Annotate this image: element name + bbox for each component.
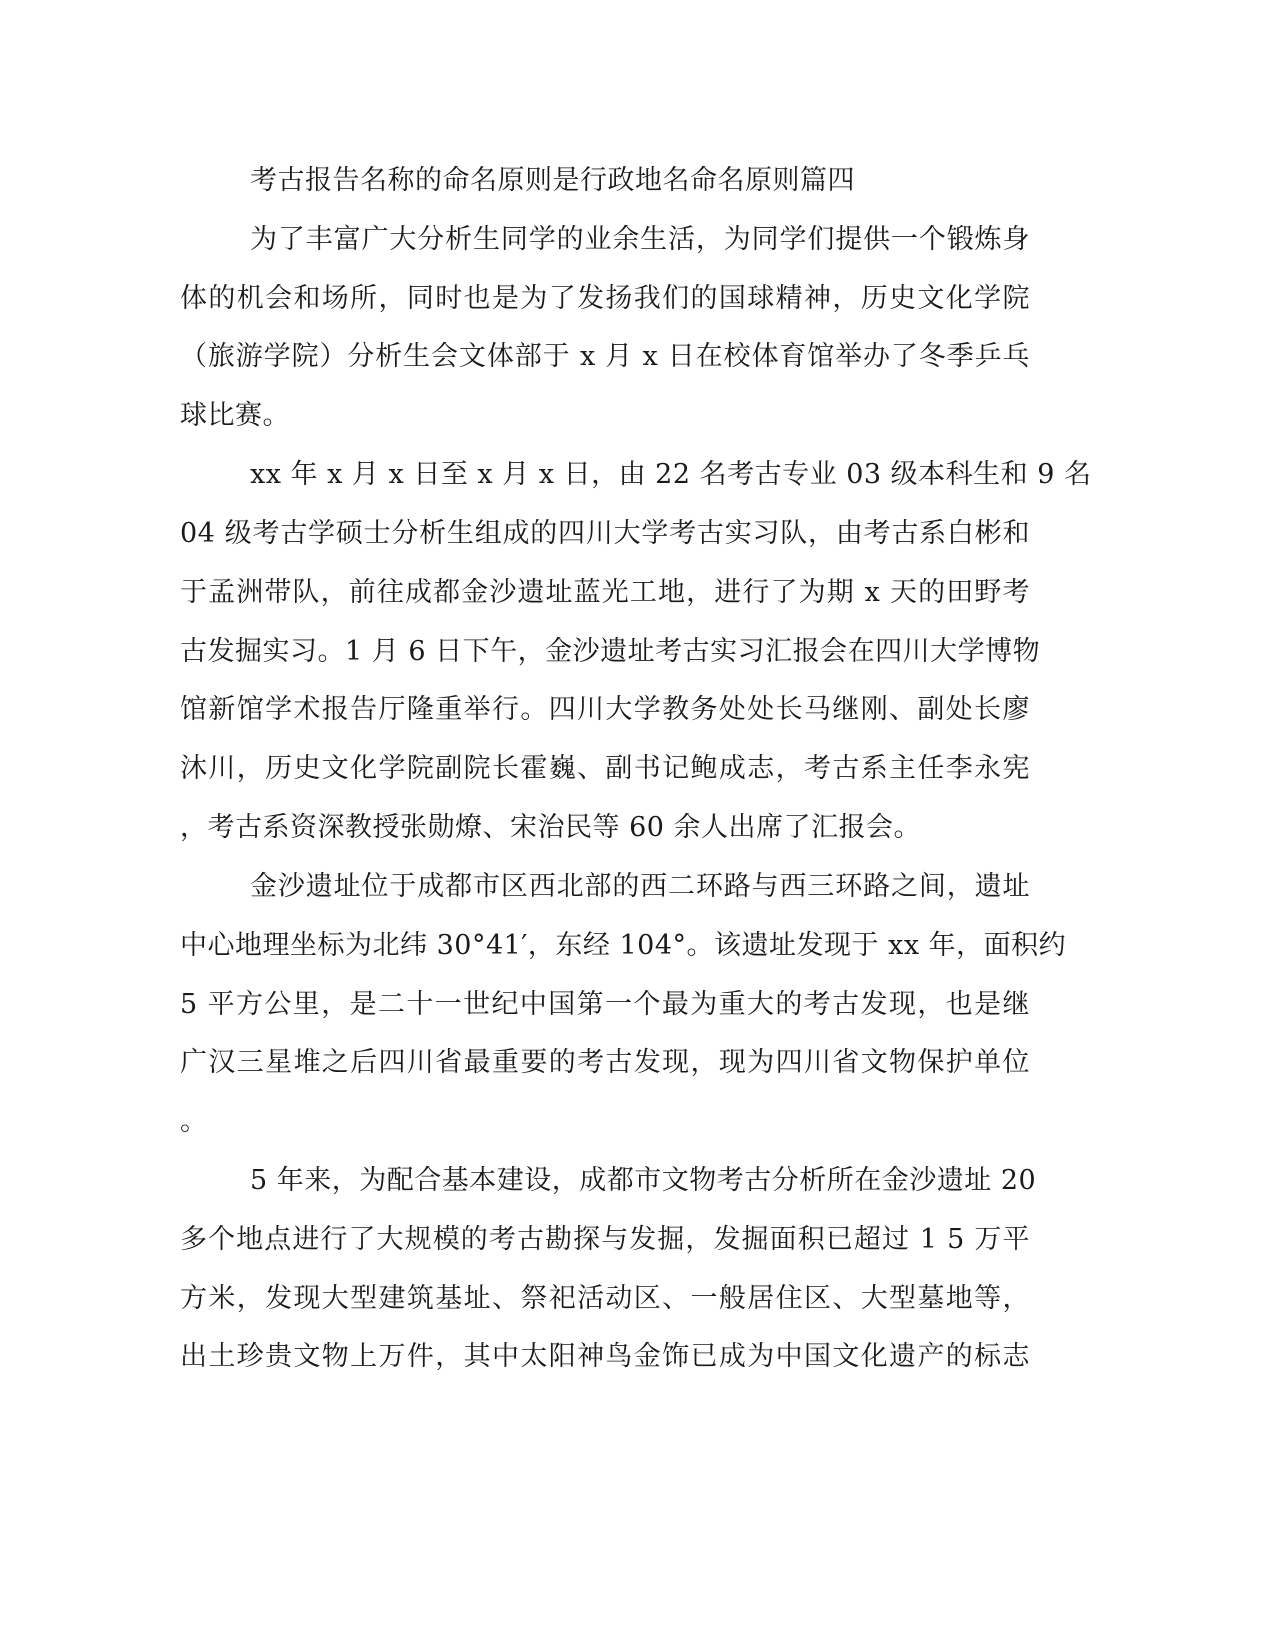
paragraph-2-line-1: xx 年 x 月 x 日至 x 月 x 日，由 22 名考古专业 03 级本科生和 9 名: [250, 459, 1092, 490]
paragraph-1-line-1: 为了丰富广大分析生同学的业余生活，为同学们提供一个锻炼身: [250, 224, 1030, 255]
paragraph-2-line-6: 沐川，历史文化学院副院长霍巍、副书记鲍成志，考古系主任李永宪: [180, 753, 1030, 784]
paragraph-3-line-3: 5 平方公里，是二十一世纪中国第一个最为重大的考古发现，也是继: [180, 989, 1030, 1020]
paragraph-2-line-3: 于孟洲带队，前往成都金沙遗址蓝光工地，进行了为期 x 天的田野考: [180, 577, 1030, 608]
paragraph-4-line-3: 方米，发现大型建筑基址、祭祀活动区、一般居住区、大型墓地等，: [180, 1283, 1030, 1314]
paragraph-4-line-2: 多个地点进行了大规模的考古勘探与发掘，发掘面积已超过 1 5 万平: [180, 1224, 1030, 1255]
document-heading: 考古报告名称的命名原则是行政地名命名原则篇四: [250, 165, 855, 196]
paragraph-1-line-3: （旅游学院）分析生会文体部于 x 月 x 日在校体育馆举办了冬季乒乓: [180, 341, 1030, 372]
paragraph-4-line-4: 出土珍贵文物上万件，其中太阳神鸟金饰已成为中国文化遗产的标志: [180, 1341, 1030, 1372]
paragraph-3-line-2: 中心地理坐标为北纬 30°41′，东经 104°。该遗址发现于 xx 年，面积约: [180, 930, 1067, 961]
paragraph-4-line-1: 5 年来，为配合基本建设，成都市文物考古分析所在金沙遗址 20: [250, 1165, 1037, 1196]
paragraph-3-line-5: 。: [180, 1106, 208, 1137]
paragraph-2-line-2: 04 级考古学硕士分析生组成的四川大学考古实习队，由考古系白彬和: [180, 518, 1030, 549]
paragraph-2-line-7: ，考古系资深教授张勋燎、宋治民等 60 余人出席了汇报会。: [180, 812, 922, 843]
paragraph-2-line-5: 馆新馆学术报告厅隆重举行。四川大学教务处处长马继刚、副处长廖: [180, 694, 1030, 725]
paragraph-3-line-4: 广汉三星堆之后四川省最重要的考古发现，现为四川省文物保护单位: [180, 1047, 1030, 1078]
paragraph-3-line-1: 金沙遗址位于成都市区西北部的西二环路与西三环路之间，遗址: [250, 871, 1030, 902]
paragraph-1-line-2: 体的机会和场所，同时也是为了发扬我们的国球精神，历史文化学院: [180, 283, 1030, 314]
paragraph-2-line-4: 古发掘实习。1 月 6 日下午，金沙遗址考古实习汇报会在四川大学博物: [180, 636, 1041, 667]
paragraph-1-line-4: 球比赛。: [180, 400, 290, 431]
